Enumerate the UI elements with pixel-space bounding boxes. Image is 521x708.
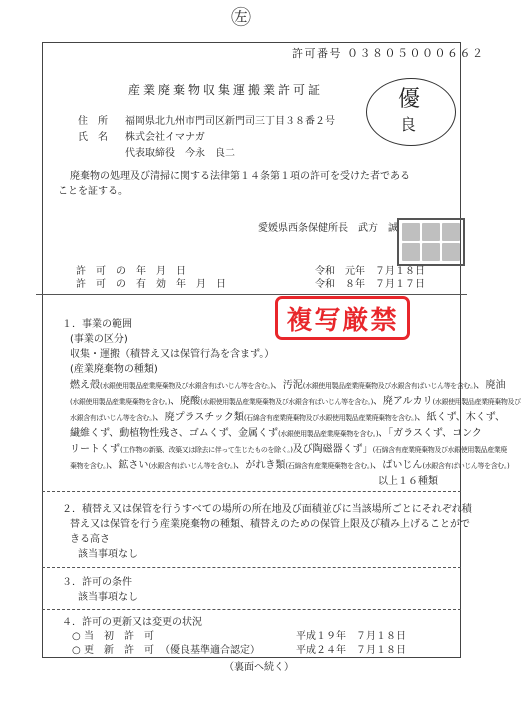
waste-type-text: 、ばいじん <box>372 460 423 471</box>
waste-type-note: (石綿含有産業廃棄物を含む。) <box>285 462 373 470</box>
waste-type-note: (水銀使用製品産業廃棄物及び <box>432 398 521 406</box>
waste-types-row-1 <box>70 380 506 392</box>
waste-type-text: 、廃油 <box>475 380 506 391</box>
history-row-1-mark: ○ <box>72 631 81 642</box>
rating-mark-2: 良 <box>400 115 417 134</box>
address-value: 福岡県北九州市門司区新門司三丁目３８番２号 <box>125 116 335 127</box>
waste-type-text: リートくず <box>70 444 120 455</box>
section-separator-2 <box>42 567 461 568</box>
document-title: 産業廃棄物収集運搬業許可証 <box>128 83 324 97</box>
address-label: 住 所 <box>78 116 108 127</box>
history-row-2-label: 更 新 許 可 <box>84 645 154 656</box>
waste-type-text: 、紙くず、木くず、 <box>416 412 506 423</box>
certification-line-2: ことを証する。 <box>58 186 128 197</box>
section2-heading-line-3: きる高さ <box>70 534 110 545</box>
history-row-2-mark: ○ <box>72 645 81 656</box>
representative-value: 代表取締役 今永 良二 <box>125 148 235 159</box>
waste-type-text: 燃え殻 <box>70 380 100 391</box>
top-seal-icon: ㊧ <box>231 5 251 29</box>
waste-type-text: 、廃酸 <box>170 396 201 407</box>
section2-value: 該当事項なし <box>78 549 138 560</box>
waste-type-text: 、がれき類 <box>235 460 286 471</box>
waste-type-text: 、廃アルカリ <box>372 396 433 407</box>
waste-types-row-4 <box>70 428 482 440</box>
history-row-1-date: 平成１９年 ７月１８日 <box>296 631 406 642</box>
waste-type-note: (水銀使用製品産業廃棄物を含む。) <box>70 398 171 406</box>
section1-business-type: 収集・運搬（積替え又は保管行為を含まず。） <box>70 349 275 360</box>
waste-types-row-6 <box>70 460 509 472</box>
section1-waste-types-label: (産業廃棄物の種類) <box>70 364 158 375</box>
waste-type-note: (工作物の新築、改築又は除去に伴って生じたものを除く。) <box>120 446 293 454</box>
issuer-name: 愛媛県西条保健所長 武方 誠 <box>258 223 398 234</box>
permit-date-label: 許 可 の 年 月 日 <box>76 266 186 277</box>
section3-value: 該当事項なし <box>78 592 138 603</box>
waste-types-row-5 <box>70 444 507 456</box>
history-row-1-label: 当 初 許 可 <box>84 631 154 642</box>
prefecture-seal-icon <box>397 218 465 266</box>
section4-heading: ４．許可の更新又は変更の状況 <box>62 617 202 628</box>
name-label: 氏 名 <box>78 132 108 143</box>
section2-heading-line-2: 替え又は保管を行う産業廃棄物の種類、積替えのための保管上限及び積み上げることがで <box>70 519 470 530</box>
waste-type-text: 、「ガラスくず、コンク <box>378 428 482 439</box>
certification-line-1: 廃棄物の処理及び清掃に関する法律第１４条第１項の許可を受けた者である <box>70 171 410 182</box>
waste-type-count: 以上１６種類 <box>378 476 438 487</box>
waste-types-row-2 <box>70 396 521 408</box>
waste-type-note: (水銀使用製品産業廃棄物及び水銀含有ばいじん等を含む。) <box>100 382 273 390</box>
expiry-date-label: 許 可 の 有 効 年 月 日 <box>76 279 226 290</box>
expiry-date-value: 令和 ８年 ７月１７日 <box>315 279 425 290</box>
history-row-2-note: （優良基準適合認定） <box>160 645 260 656</box>
separator-line <box>42 294 461 295</box>
waste-type-note: (石綿含有産業廃棄物及び水銀使用製品産業廃 <box>372 446 507 454</box>
permit-number: 許可番号 ０３８０５０００６６２ <box>292 47 485 60</box>
waste-type-note: 棄物を含む。) <box>70 462 109 470</box>
permit-date-value: 令和 元年 ７月１８日 <box>315 266 425 277</box>
section1-heading: １．事業の範囲 <box>62 319 132 330</box>
waste-type-note: (水銀使用製品産業廃棄物を含む。) <box>278 430 379 438</box>
waste-type-note: (水銀使用製品産業廃棄物及び水銀含有ばいじん等を含む。) <box>302 382 476 390</box>
waste-types-row-3 <box>70 412 505 424</box>
rating-mark-1: 優 <box>398 87 421 112</box>
separator-tick-right <box>461 294 467 295</box>
waste-type-text: 及び陶磁器くず」 <box>292 444 373 455</box>
waste-type-note: (水銀含有ばいじん等を含む。) <box>422 462 510 470</box>
history-row-2-date: 平成２４年 ７月１８日 <box>296 645 406 656</box>
section-separator-1 <box>42 491 461 492</box>
section2-heading-line-1: ２．積替え又は保管を行うすべての場所の所在地及び面積並びに当該場所ごとにそれぞれ積 <box>62 504 472 515</box>
copy-prohibited-stamp: 複写厳禁 <box>275 296 410 340</box>
waste-type-note: 水銀含有ばいじん等を含む。) <box>70 414 155 422</box>
waste-type-note: (水銀含有ばいじん等を含む。) <box>148 462 236 470</box>
section3-heading: ３．許可の条件 <box>62 577 132 588</box>
name-value: 株式会社イマナガ <box>125 132 205 143</box>
waste-type-text: 、鉱さい <box>108 460 149 471</box>
section1-business-category-label: (事業の区分) <box>70 334 128 345</box>
waste-type-note: (水銀使用製品産業廃棄物及び水銀含有ばいじん等を含む。) <box>200 398 373 406</box>
continued-on-back-note: （裏面へ続く） <box>224 662 294 673</box>
waste-type-text: 、汚泥 <box>272 380 303 391</box>
section-separator-3 <box>42 609 461 610</box>
waste-type-text: 、廃プラスチック類 <box>154 412 244 423</box>
waste-type-text: 繊維くず、動植物性残さ、ゴムくず、金属くず <box>70 428 278 439</box>
waste-type-note: (石綿含有産業廃棄物及び水銀使用製品産業廃棄物を含む。) <box>243 414 417 422</box>
